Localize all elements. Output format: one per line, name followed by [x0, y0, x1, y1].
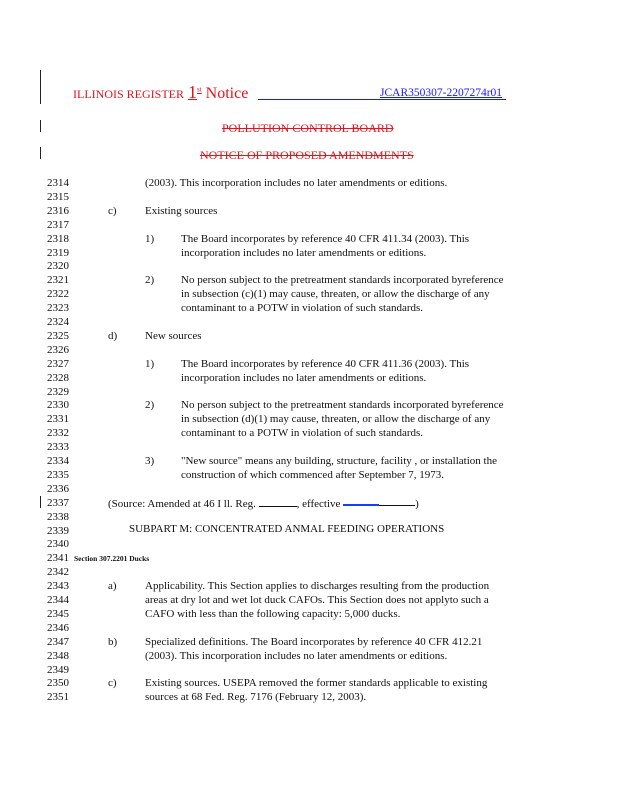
line-number: 2345 — [47, 607, 69, 620]
line-number: 2346 — [47, 621, 69, 634]
body-text-line: sources at 68 Fed. Reg. 7176 (February 12, 2003). — [145, 691, 367, 704]
page-number-suffix: st — [197, 85, 202, 94]
line-number: 2341 — [47, 552, 69, 565]
revision-bar — [40, 147, 41, 159]
line-number: 2350 — [47, 677, 69, 690]
line-number: 2329 — [47, 385, 69, 398]
body-text-line: Specialized definitions. The Board incorporates by reference 40 CFR 412.21 — [145, 635, 483, 648]
register-page-blank[interactable] — [259, 495, 297, 507]
line-number: 2332 — [47, 427, 69, 440]
body-text-line: Applicability. This Section applies to discharges resulting from the production — [145, 580, 490, 593]
section-heading: Section 307.2201 Ducks — [74, 554, 150, 563]
notice-type: NOTICE OF PROPOSED AMENDMENTS — [200, 148, 414, 162]
source-note — [108, 495, 419, 511]
line-number: 2325 — [47, 329, 69, 342]
line-number: 2321 — [47, 274, 69, 287]
subsection-label: 2) — [145, 274, 155, 287]
line-number: 2328 — [47, 371, 69, 384]
body-text-line: CAFO with less than the following capacity: 5,000 ducks. — [145, 607, 401, 620]
body-text-line: The Board incorporates by reference 40 CFR 411.36 (2003). This — [181, 357, 470, 370]
line-number: 2347 — [47, 635, 69, 648]
page-number: 1 — [188, 82, 197, 102]
revision-bar — [40, 120, 41, 132]
line-number: 2327 — [47, 357, 69, 370]
line-number: 2314 — [47, 177, 69, 189]
subsection-label: d) — [108, 329, 118, 342]
line-number: 2319 — [47, 246, 69, 259]
document-code-link[interactable]: JCAR350307-2207274r01 — [380, 87, 503, 99]
body-text-line: (2003). This incorporation includes no later amendments or editions. — [145, 649, 448, 662]
line-number: 2322 — [47, 288, 69, 301]
header-underline — [258, 99, 506, 100]
body-text-line: in subsection (d)(1) may cause, threaten, or allow the discharge of any — [181, 413, 491, 426]
line-number: 2320 — [47, 260, 69, 273]
line-number: 2349 — [47, 663, 69, 676]
line-number: 2333 — [47, 441, 69, 454]
body-text-line: New sources — [145, 329, 202, 342]
notice-label: Notice — [205, 85, 249, 102]
register-title: ILLINOIS REGISTER — [73, 87, 184, 101]
effective-date-blank[interactable] — [343, 496, 415, 507]
line-number: 2335 — [47, 468, 69, 481]
line-number: 2317 — [47, 218, 69, 231]
body-text-line: areas at dry lot and wet lot duck CAFOs. This Section does not applyto such a — [145, 594, 489, 606]
subsection-label: c) — [108, 677, 117, 690]
line-number: 2344 — [47, 594, 69, 606]
source-note-prefix: (Source: Amended at 46 I ll. Reg. — [108, 498, 259, 510]
line-number: 2326 — [47, 343, 69, 356]
line-number: 2343 — [47, 580, 69, 593]
line-number: 2336 — [47, 482, 69, 495]
body-text-line: No person subject to the pretreatment standards incorporated byreference — [181, 274, 504, 287]
body-text-line: incorporation includes no later amendments or editions. — [181, 246, 427, 259]
source-note-suffix: ) — [415, 498, 419, 510]
line-number: 2316 — [47, 204, 69, 217]
body-text-line: contaminant to a POTW in violation of such standards. — [181, 302, 424, 315]
body-text-line: No person subject to the pretreatment standards incorporated byreference — [181, 399, 504, 412]
revision-bar — [40, 70, 41, 104]
body-text-line: (2003). This incorporation includes no later amendments or editions. — [145, 177, 448, 189]
body-text-line: contaminant to a POTW in violation of such standards. — [181, 427, 424, 440]
revision-bar — [40, 496, 41, 508]
body-text-line: construction of which commenced after September 7, 1973. — [181, 468, 445, 481]
body-text-line: The Board incorporates by reference 40 CFR 411.34 (2003). This — [181, 232, 470, 245]
subpart-heading: SUBPART M: CONCENTRATED ANMAL FEEDING OPERATIONS — [129, 523, 445, 535]
line-number: 2338 — [47, 510, 69, 523]
line-number: 2334 — [47, 455, 69, 467]
line-number: 2348 — [47, 649, 69, 662]
line-number: 2330 — [47, 399, 69, 412]
body-text-line: incorporation includes no later amendments or editions. — [181, 371, 427, 384]
line-number: 2315 — [47, 190, 69, 203]
line-number: 2318 — [47, 232, 69, 245]
subsection-label: a) — [108, 580, 117, 593]
subsection-label: 1) — [145, 232, 155, 245]
source-note-middle: , effective — [296, 498, 344, 510]
subsection-label: 3) — [145, 455, 155, 467]
line-number: 2340 — [47, 538, 69, 551]
agency-name: POLLUTION CONTROL BOARD — [222, 121, 394, 135]
subsection-label: 1) — [145, 357, 155, 370]
subsection-label: b) — [108, 635, 118, 648]
subsection-label: c) — [108, 204, 117, 217]
line-number: 2342 — [47, 566, 69, 579]
subsection-label: 2) — [145, 399, 155, 412]
line-number: 2351 — [47, 691, 69, 704]
body-text-line: Existing sources — [145, 204, 218, 217]
line-number: 2337 — [47, 496, 69, 509]
line-number: 2331 — [47, 413, 69, 426]
line-number: 2339 — [47, 524, 69, 537]
body-text-line: "New source" means any building, structure, facility , or installation the — [181, 455, 497, 467]
line-number: 2324 — [47, 316, 69, 328]
body-text-line: Existing sources. USEPA removed the former standards applicable to existing — [145, 677, 488, 690]
line-number: 2323 — [47, 302, 69, 315]
body-text-line: in subsection (c)(1) may cause, threaten, or allow the discharge of any — [181, 288, 490, 301]
